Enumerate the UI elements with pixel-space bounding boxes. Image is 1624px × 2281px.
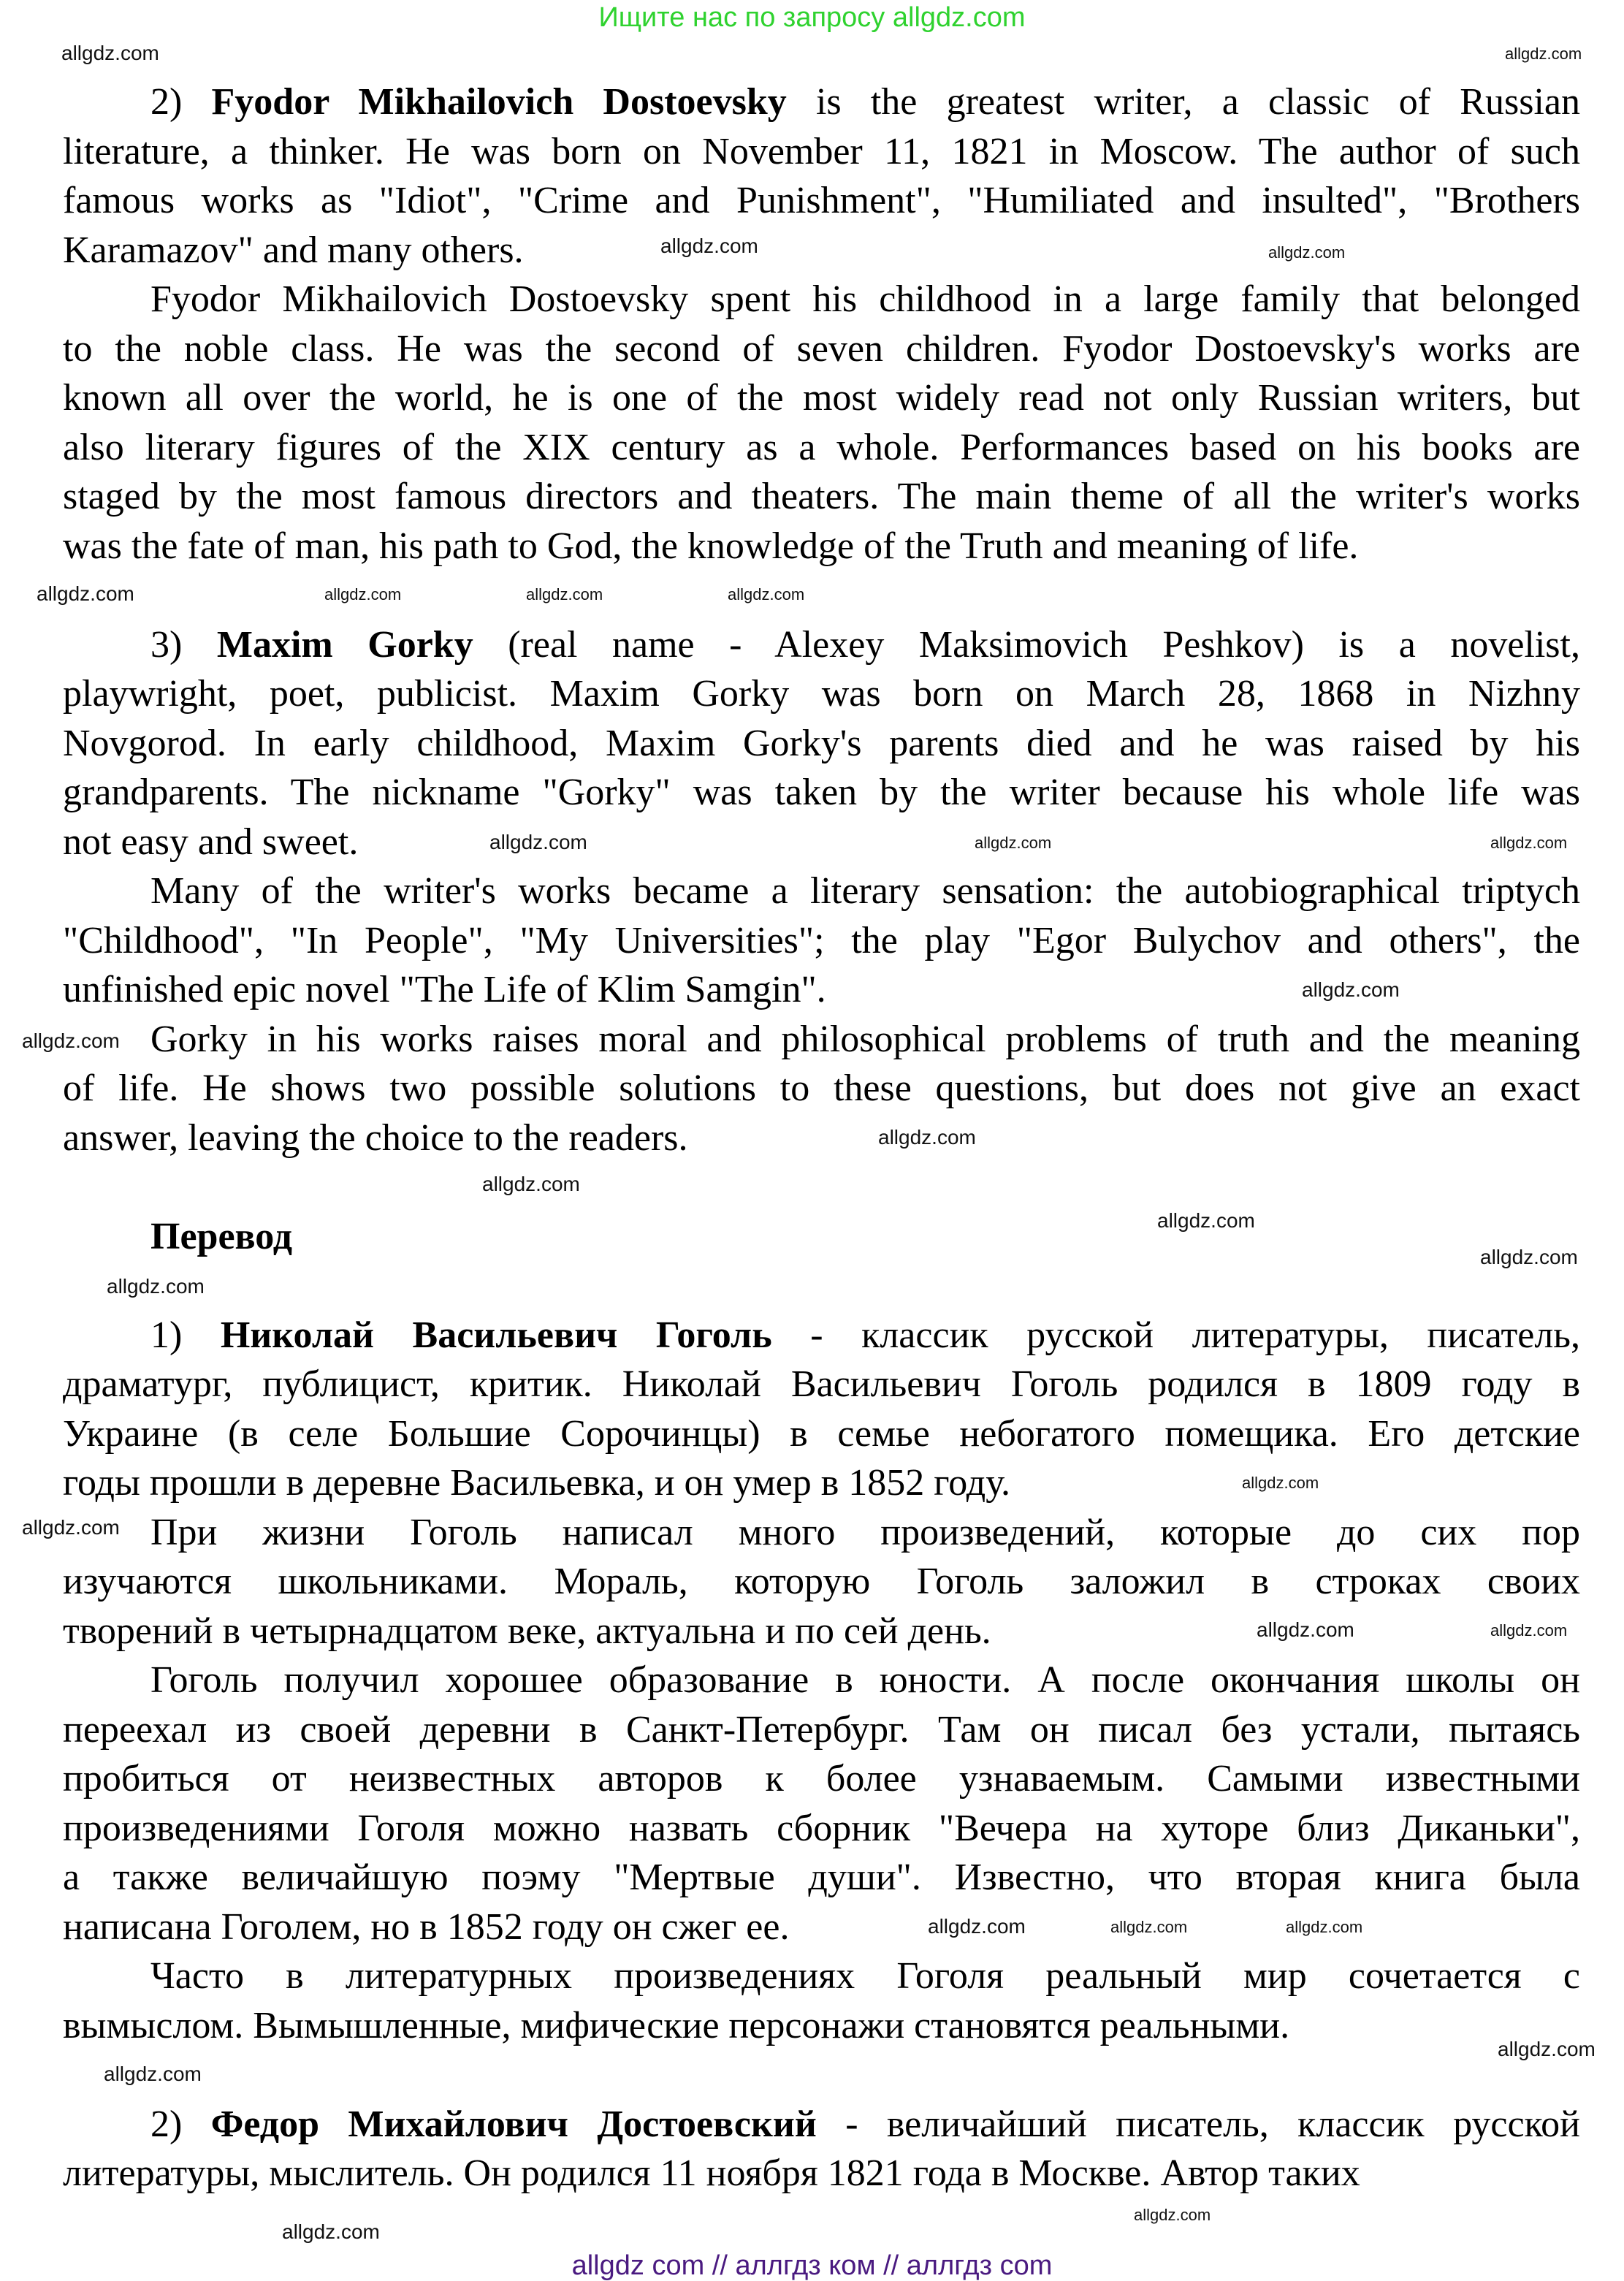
line-text: годы прошли в деревне Васильевка, и он умер в 1852 году. — [63, 1462, 1011, 1504]
search-banner: Ищите нас по запросу allgdz.com — [598, 2, 1026, 33]
bold-name: Maxim Gorky — [216, 623, 473, 666]
text-line — [63, 275, 1580, 324]
watermark: allgdz.com — [61, 42, 159, 64]
watermark: allgdz.com — [1110, 1918, 1188, 1936]
text-line — [63, 226, 1580, 275]
watermark: allgdz.com — [660, 235, 758, 257]
text-line — [63, 1360, 1580, 1409]
text-line — [63, 127, 1580, 177]
line-text: known all over the world, he is one of the most widely read not only Russian writers, but — [63, 377, 1580, 419]
watermark: allgdz.com — [22, 1029, 120, 1052]
line-text: произведениями Гоголя можно назвать сборник "Вечера на хуторе близ Диканьки", — [63, 1807, 1580, 1849]
line-text: is the greatest writer, a classic of Russian — [786, 81, 1580, 123]
paragraph — [63, 620, 1580, 867]
line-text: вымыслом. Вымышленные, мифические персонажи становятся реальными. — [63, 2004, 1290, 2046]
bold-name: Николай Васильевич Гоголь — [220, 1314, 772, 1356]
text-line — [63, 522, 1580, 571]
paragraph — [63, 1015, 1580, 1163]
watermark: allgdz.com — [1268, 243, 1346, 262]
text-line — [63, 2100, 1580, 2149]
line-text: was the fate of man, his path to God, the knowledge of the Truth and meaning of life. — [63, 525, 1359, 567]
text-line — [63, 620, 1580, 670]
bold-name: Перевод — [150, 1215, 293, 1257]
watermark: allgdz.com — [282, 2220, 380, 2243]
text-line — [63, 1409, 1580, 1459]
watermark: allgdz.com — [482, 1173, 580, 1195]
watermark: allgdz.com — [1257, 1618, 1354, 1641]
line-text: Many of the writer's works became a literary sensation: the autobiographical triptych — [150, 870, 1580, 912]
text-line — [63, 1209, 1580, 1262]
watermark: allgdz.com — [1480, 1246, 1578, 1268]
text-line — [63, 176, 1580, 226]
paragraph — [63, 77, 1580, 275]
text-line — [63, 1113, 1580, 1163]
watermark: allgdz.com — [1157, 1209, 1255, 1232]
text-line — [63, 719, 1580, 769]
line-text: изучаются школьниками. Мораль, которую Гоголь заложил в строках своих — [63, 1561, 1580, 1602]
text-line — [63, 373, 1580, 423]
text-line — [63, 2149, 1580, 2198]
line-text: (real name - Alexey Maksimovich Peshkov) is a novelist, — [473, 623, 1580, 666]
section-heading — [63, 1209, 1580, 1262]
watermark: allgdz.com — [1134, 2206, 1211, 2224]
watermark: allgdz.com — [1490, 1621, 1568, 1640]
item-number: 2) — [150, 2103, 211, 2145]
text-line — [63, 1754, 1580, 1804]
watermark: allgdz.com — [1490, 834, 1568, 852]
line-text: Украине (в селе Большие Сорочинцы) в семье небогатого помещика. Его детские — [63, 1412, 1580, 1455]
paragraph — [63, 2100, 1580, 2198]
text-line — [63, 916, 1580, 966]
line-text: staged by the most famous directors and theaters. The main theme of all the writer's works — [63, 476, 1580, 517]
watermark: allgdz.com — [928, 1915, 1026, 1938]
bold-name: Федор Михайлович Достоевский — [210, 2103, 817, 2145]
paragraph — [63, 1311, 1580, 1508]
line-text: playwright, poet, publicist. Maxim Gorky was born on March 28, 1868 in Nizhny — [63, 673, 1580, 715]
text-line — [63, 1015, 1580, 1065]
paragraph — [63, 1951, 1580, 2050]
watermark: allgdz.com — [324, 585, 402, 603]
watermark: allgdz.com — [22, 1516, 120, 1539]
watermark: allgdz.com — [1498, 2038, 1596, 2060]
text-line — [63, 768, 1580, 818]
text-line — [63, 818, 1580, 867]
watermark: allgdz.com — [104, 2063, 202, 2085]
line-text: пробиться от неизвестных авторов к более узнаваемым. Самыми известными — [63, 1758, 1580, 1800]
line-text: написана Гоголем, но в 1852 году он сжег ее. — [63, 1905, 790, 1948]
footer-links: allgdz com // аллгдз ком // аллгдз com — [571, 2250, 1053, 2281]
line-text: Gorky in his works raises moral and philosophical problems of truth and the meaning — [150, 1018, 1580, 1060]
text-line — [63, 867, 1580, 916]
text-line — [63, 1458, 1580, 1508]
paragraph — [63, 1656, 1580, 1951]
watermark: allgdz.com — [1302, 978, 1400, 1001]
document-body — [63, 77, 1580, 2198]
text-line — [63, 2001, 1580, 2051]
line-text: Karamazov" and many others. — [63, 229, 524, 271]
item-number: 1) — [150, 1314, 221, 1356]
text-line — [63, 77, 1580, 127]
line-text: to the noble class. He was the second of seven children. Fyodor Dostoevsky's works are — [63, 327, 1580, 370]
bold-name: Fyodor Mikhailovich Dostoevsky — [211, 81, 787, 123]
watermark: allgdz.com — [878, 1126, 976, 1149]
item-number: 3) — [150, 623, 217, 666]
text-line — [63, 669, 1580, 719]
line-text: unfinished epic novel "The Life of Klim Samgin". — [63, 969, 826, 1010]
watermark: allgdz.com — [1242, 1474, 1319, 1492]
line-text: творений в четырнадцатом веке, актуальна и по сей день. — [63, 1610, 991, 1652]
text-line — [63, 1508, 1580, 1558]
text-line — [63, 1656, 1580, 1705]
line-text: Novgorod. In early childhood, Maxim Gorky's parents died and he was raised by his — [63, 722, 1580, 764]
text-line — [63, 1853, 1580, 1903]
paragraph — [63, 275, 1580, 571]
item-number: 2) — [150, 81, 212, 123]
watermark: allgdz.com — [1286, 1918, 1363, 1936]
line-text: Часто в литературных произведениях Гоголя реальный мир сочетается с — [150, 1955, 1580, 1997]
text-line — [63, 1557, 1580, 1607]
text-line — [63, 1951, 1580, 2001]
text-line — [63, 472, 1580, 522]
line-text: grandparents. The nickname "Gorky" was taken by the writer because his whole life was — [63, 772, 1580, 813]
line-text: - величайший писатель, классик русской — [816, 2103, 1580, 2145]
watermark: allgdz.com — [728, 585, 805, 603]
watermark: allgdz.com — [526, 585, 603, 603]
watermark: allgdz.com — [1505, 45, 1582, 63]
line-text: Fyodor Mikhailovich Dostoevsky spent his childhood in a large family that belonged — [150, 278, 1580, 320]
line-text: literature, a thinker. He was born on November 11, 1821 in Moscow. The author of such — [63, 130, 1580, 172]
watermark: allgdz.com — [489, 831, 587, 853]
line-text: Гоголь получил хорошее образование в юности. А после окончания школы он — [150, 1659, 1580, 1701]
line-text: драматург, публицист, критик. Николай Васильевич Гоголь родился в 1809 году в — [63, 1363, 1580, 1405]
text-line — [63, 324, 1580, 374]
line-text: - классик русской литературы, писатель, — [771, 1314, 1580, 1356]
line-text: а также величайшую поэму "Мертвые души". Известно, что вторая книга была — [63, 1857, 1580, 1898]
watermark: allgdz.com — [107, 1275, 205, 1298]
line-text: famous works as "Idiot", "Crime and Punishment", "Humiliated and insulted", "Brothers — [63, 180, 1580, 221]
line-text: of life. He shows two possible solutions to these questions, but does not give an exact — [63, 1067, 1580, 1109]
text-line — [63, 1804, 1580, 1854]
text-line — [63, 1311, 1580, 1360]
line-text: answer, leaving the choice to the readers. — [63, 1116, 688, 1159]
text-line — [63, 1064, 1580, 1113]
line-text: "Childhood", "In People", "My Universities"; the play "Egor Bulychov and others", the — [63, 919, 1580, 961]
line-text: переехал из своей деревни в Санкт-Петербург. Там он писал без устали, пытаясь — [63, 1708, 1580, 1751]
text-line — [63, 423, 1580, 473]
line-text: литературы, мыслитель. Он родился 11 ноября 1821 года в Москве. Автор таких — [63, 2152, 1360, 2194]
line-text: not easy and sweet. — [63, 820, 359, 863]
line-text: also literary figures of the XIX century as a whole. Performances based on his books are — [63, 426, 1580, 468]
watermark: allgdz.com — [975, 834, 1052, 852]
watermark: allgdz.com — [37, 582, 134, 605]
line-text: При жизни Гоголь написал много произведений, которые до сих пор — [150, 1511, 1580, 1553]
text-line — [63, 1705, 1580, 1755]
